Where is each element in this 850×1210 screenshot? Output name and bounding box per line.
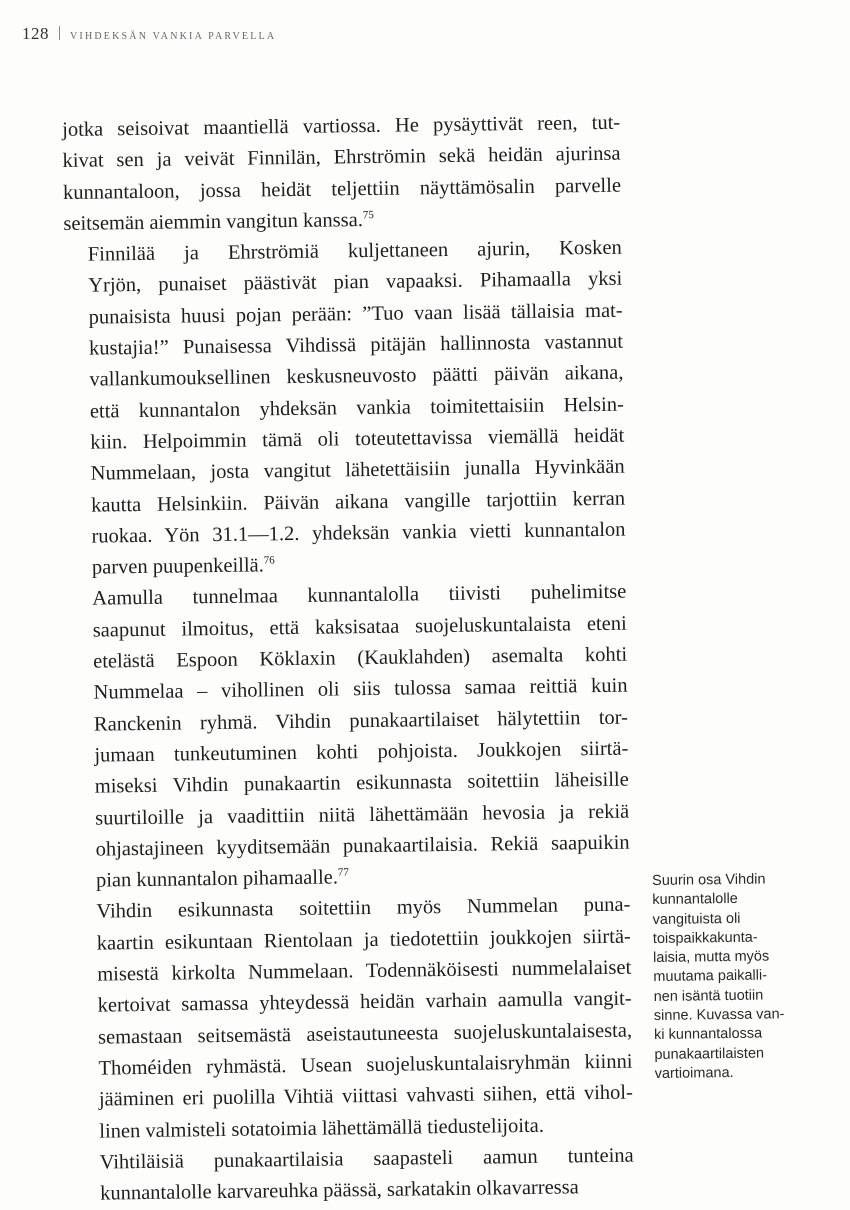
text-line: jääminen eri puolilla Vihtiä viittasi vahvasti siihen, että vihol- [98, 1081, 633, 1111]
footnote-ref[interactable]: 75 [362, 208, 374, 222]
text-line: jumaan tunkeutuminen kohti pohjoista. Joukkojen siirtä- [94, 737, 629, 767]
running-header [22, 24, 276, 44]
text-line: kunnantaloon, jossa heidät teljettiin näyttämösalin parvelle [62, 174, 622, 204]
text-line: miseksi Vihdin punakaartin esikunnasta soitettiin läheisille [94, 768, 629, 798]
text-line: suurtiloille ja vaadittiin niitä lähettämään hevosia ja rekiä [95, 800, 630, 830]
text-line: että kunnantalon yhdeksän vankia toimitettaisiin Helsin- [89, 393, 624, 423]
caption-line: sinne. Kuvassa van- [653, 1006, 785, 1025]
text-line: kustajia!” Punaisessa Vihdissä pitäjän hallinnosta vastannut [88, 330, 624, 360]
text-line: kunnantalolle karvareuhka päässä, sarkatakin olkavarressa [99, 1176, 579, 1205]
text-line: Aamulla tunnelmaa kunnantalolla tiivisti puhelimitse [92, 581, 627, 611]
header-divider [59, 26, 60, 40]
text-line: Ranckenin ryhmä. Vihdin punakaartilaiset hälytettiin tor- [93, 706, 629, 736]
text-line: kivat sen ja veivät Finnilän, Ehrströmin sekä heidän ajurinsa [62, 142, 621, 173]
footnote-ref[interactable]: 76 [263, 554, 275, 567]
text-line: jotka seisoivat maantiellä vartiossa. He pysäyttivät reen, tut- [62, 111, 621, 141]
caption-line: nen isäntä tuotiin [653, 987, 764, 1005]
text-line: kertoivat samassa yhteydessä heidän varhain aamulla vangit- [97, 987, 632, 1017]
caption-line: vartioimana. [654, 1064, 734, 1082]
caption-line: punakaartilaisten [654, 1045, 765, 1063]
text-line: Thoméiden ryhmästä. Usean suojeluskuntalaisryhmän kiinni [98, 1050, 633, 1080]
text-line: semastaan seitsemästä aseistautuneesta suojeluskuntalaisesta, [97, 1019, 633, 1049]
page-number: 128 [22, 24, 49, 43]
text-line: Finnilää ja Ehrströmiä kuljettaneen ajurin, Kosken [87, 236, 622, 266]
caption-line: vangituista oli [652, 910, 741, 928]
running-title: VIHDEKSÄN VANKIA PARVELLA [70, 31, 277, 42]
text-line: parven puupenkeillä.$^{76}$ [91, 554, 275, 579]
caption-line: laisia, mutta myös [653, 948, 770, 967]
paragraph [68, 577, 630, 897]
text-line: kiin. Helpoimmin tämä oli toteutettavissa viemällä heidät [90, 424, 625, 454]
text-line: linen valmisteli sotatoimia lähettämällä tiedustelijoita. [99, 1114, 545, 1143]
caption-line: muutama paikalli- [653, 967, 768, 986]
paragraph [64, 233, 626, 585]
footnote-ref[interactable]: 77 [337, 866, 349, 879]
text-line: Nummelaa – vihollinen oli siis tulossa samaa reittiä kuin [93, 674, 628, 704]
text-line: etelästä Espoon Köklaxin (Kauklahden) asemalta kohti [93, 643, 628, 673]
caption-line: toispaikkakunta- [652, 929, 758, 947]
text-line: pian kunnantalon pihamaalle.$^{77}$ [95, 866, 349, 892]
paragraph [62, 108, 622, 240]
text-line: vallankumouksellinen keskusneuvosto päätti päivän aikana, [89, 362, 624, 392]
caption-line: kunnantalolle [652, 891, 738, 909]
photo-caption [652, 870, 835, 1085]
text-line: misestä kirkolta Nummelaan. Todennäköisesti nummelalaiset [97, 956, 632, 986]
text-line: kautta Helsinkiin. Päivän aikana vangille tarjottiin kerran [90, 487, 626, 517]
text-line: Vihdin esikunnasta soitettiin myös Nummelan puna- [96, 894, 631, 924]
paragraph [72, 890, 633, 1148]
paragraph [76, 1140, 635, 1210]
text-line: Nummelaan, josta vangitut lähetettäisiin junalla Hyvinkään [90, 455, 625, 485]
caption-line: ki kunnantalossa [654, 1025, 763, 1044]
text-line: seitsemän aiemmin vangitun kanssa.$^{75}$ [63, 208, 374, 235]
text-line: Yrjön, punaiset päästivät pian vapaaksi. Pihamaalla yksi [88, 268, 623, 298]
text-line: kaartin esikuntaan Rientolaan ja tiedotettiin joukkojen siirtä- [96, 925, 631, 955]
text-line: punaisista huusi pojan perään: ”Tuo vaan lisää tällaisia mat- [88, 299, 623, 329]
text-line: ohjastajineen kyyditsemään punakaartilaisia. Rekiä saapuikin [95, 831, 630, 861]
caption-line: Suurin osa Vihdin [652, 871, 766, 889]
main-text-column [62, 108, 634, 1210]
text-line: Vihtiläisiä punakaartilaisia saapasteli aamun tunteina [99, 1144, 634, 1174]
text-line: saapunut ilmoitus, että kaksisataa suojeluskuntalaista eteni [92, 612, 627, 642]
text-line: ruokaa. Yön 31.1—1.2. yhdeksän vankia vietti kunnantalon [91, 518, 626, 548]
